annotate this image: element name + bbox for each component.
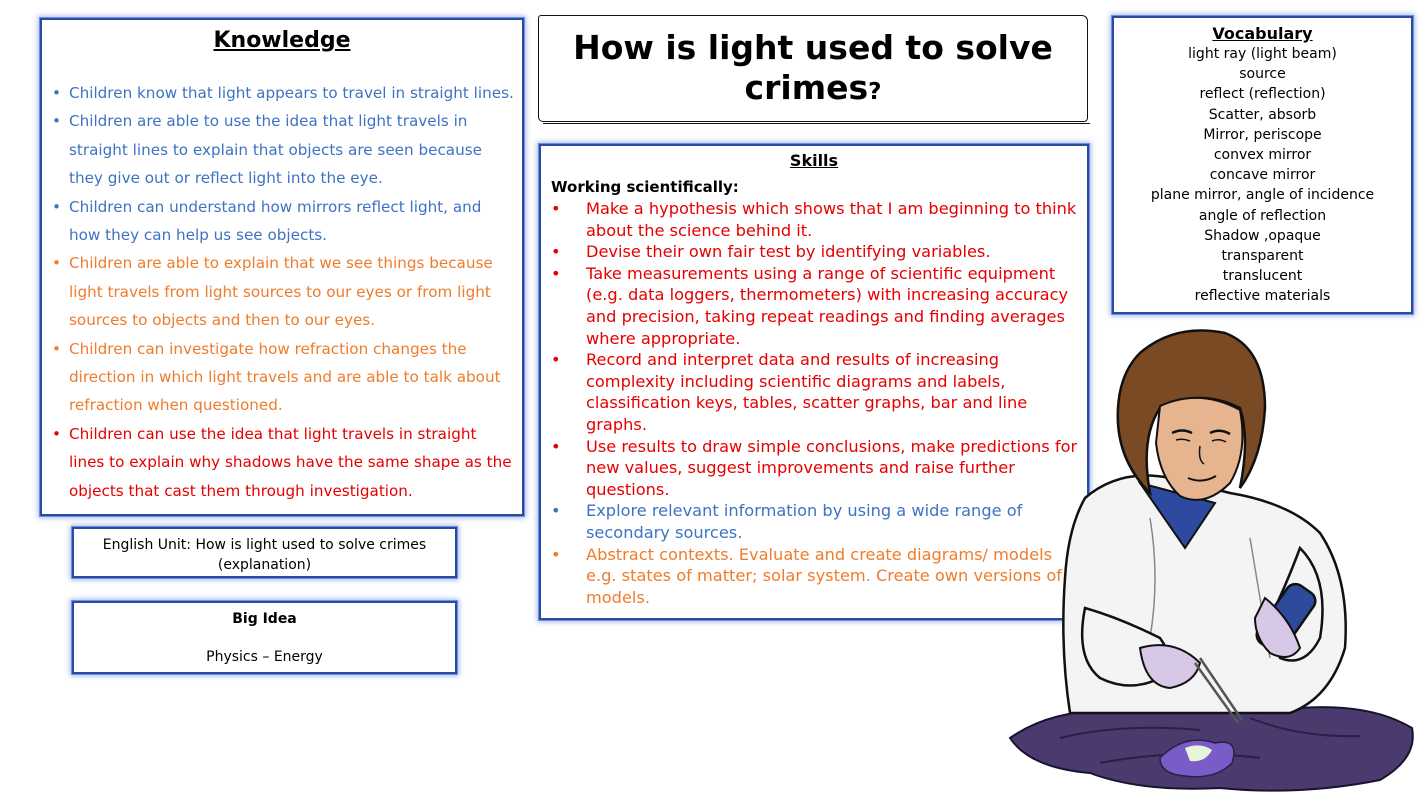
knowledge-item: • Children can use the idea that light travels in straight lines to explain why shadows have the same shape as the objects that cast them through investigation. [52,424,512,500]
vocabulary-item: source [1239,66,1286,83]
knowledge-item: • Children are able to explain that we see things because light travels from light sources to our eyes or from light sources to objects and then to our eyes. [52,254,493,330]
vocabulary-item: Shadow ,opaque [1204,227,1321,244]
big-idea-title: Big Idea [232,611,297,627]
page-title: How is light used to solve crimes? [573,28,1053,107]
vocabulary-item: angle of reflection [1198,207,1327,224]
skills-heading: Skills [789,151,839,170]
title-question-mark: ? [868,79,882,105]
vocabulary-item: Mirror, periscope [1203,126,1322,143]
skills-item: • Take measurements using a range of scientific equipment (e.g. data loggers, thermometers) with increasing accuracy and precision, taking repeat readings and finding averages where appropriate. [551,263,1069,348]
skills-item: • Make a hypothesis which shows that I am beginning to think about the science behind it. [551,199,1077,240]
vocabulary-item: concave mirror [1209,167,1316,184]
working-scientifically-label: Working scientifically: [551,178,739,196]
vocabulary-item: reflective materials [1194,288,1331,305]
knowledge-heading: Knowledge [213,28,351,53]
big-idea-box [72,601,457,674]
big-idea-subject: Physics – Energy [206,649,323,665]
knowledge-item: • Children can understand how mirrors reflect light, and how they can help us see objects. [52,197,482,245]
english-unit-type: (explanation) [217,557,312,573]
knowledge-list [42,79,522,505]
title-box [538,15,1088,122]
vocabulary-item: transparent [1221,248,1304,265]
skills-item: • Use results to draw simple conclusions, make predictions for new values, suggest improvements and raise further questions. [551,436,1078,499]
vocabulary-list [1114,44,1411,307]
english-unit-box [72,527,457,578]
english-unit-title: English Unit: How is light used to solve crimes [102,537,427,553]
vocabulary-item: Scatter, absorb [1208,106,1317,123]
vocabulary-item: reflect (reflection) [1199,86,1326,103]
skills-item: • Devise their own fair test by identifying variables. [551,242,991,262]
vocabulary-heading: Vocabulary [1212,24,1313,43]
knowledge-item: • Children know that light appears to travel in straight lines. [52,84,514,102]
knowledge-item: • Children are able to use the idea that light travels in straight lines to explain that objects are seen because they give out or reflect light into the eye. [52,112,482,188]
vocabulary-item: light ray (light beam) [1188,46,1337,62]
skills-item: • Explore relevant information by using a wide range of secondary sources. [551,501,1023,542]
vocabulary-item: convex mirror [1213,147,1312,164]
vocabulary-panel [1112,16,1413,314]
knowledge-item: • Children can investigate how refraction changes the direction in which light travels and are able to talk about refraction when questioned. [52,339,501,415]
vocabulary-item: plane mirror, angle of incidence [1150,187,1375,204]
vocabulary-item: translucent [1222,268,1303,285]
skills-item: • Abstract contexts. Evaluate and create diagrams/ models e.g. states of matter; solar system. Create own versions of models. [551,544,1062,607]
knowledge-panel [40,18,524,516]
skills-item: • Record and interpret data and results of increasing complexity including scientific diagrams and labels, classification keys, tables, scatter graphs, bar and line graphs. [551,350,1028,434]
forensic-scientist-illustration [1000,318,1420,798]
